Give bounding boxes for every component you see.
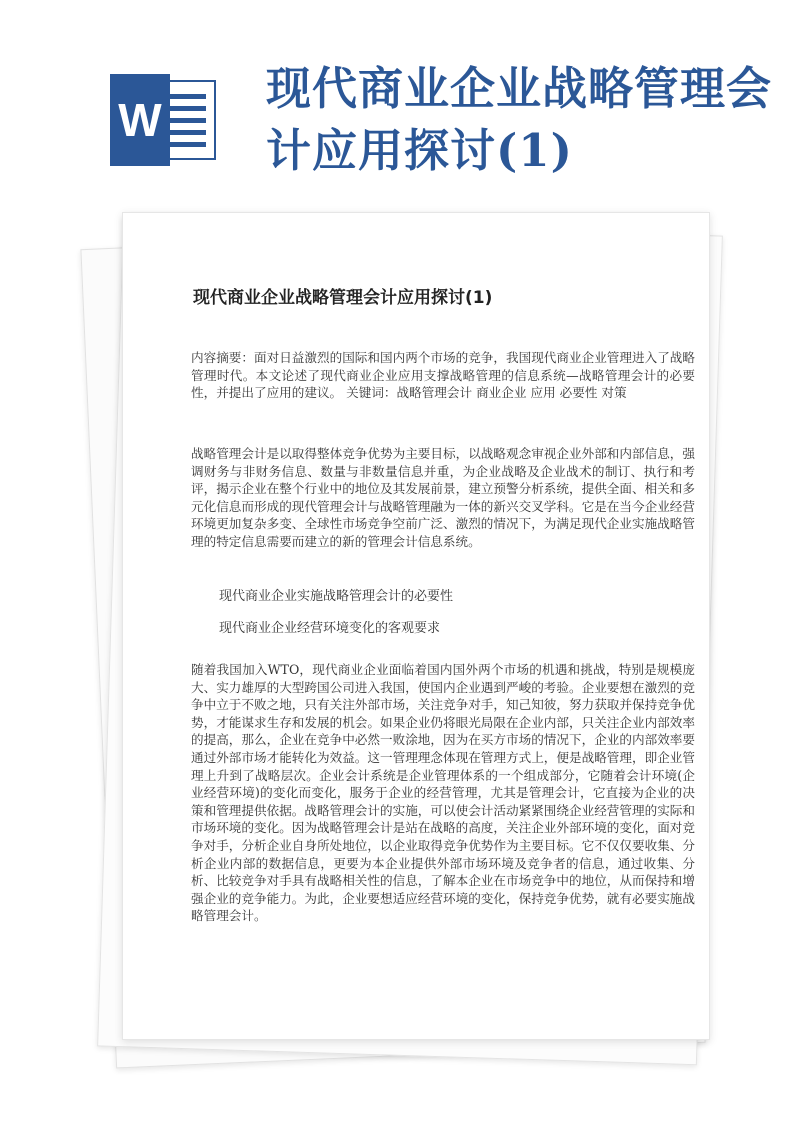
header [0, 0, 800, 210]
body-paragraph-2: 随着我国加入WTO，现代商业企业面临着国内国外两个市场的机遇和挑战，特别是规模庞大、实力雄厚的大型跨国公司进入我国，使国内企业遇到严峻的考验。企业要想在激烈的竞争中立于不败之地，只有关注外部市场，关注竞争对手，知己知彼，努力获取并保持竞争优势，才能谋求生存和发展的机会。如果企业仍将眼光局限在企业内部，只关注企业内部效率的提高，那么，企业在竞争中必然一败涂地，因为在买方市场的情况下，企业的内部效率要通过外部市场才能转化为效益。这一管理理念体现在管理方式上，便是战略管理，即企业管理上升到了战略层次。企业会计系统是企业管理体系的一个组成部分，它随着会计环境(企业经营环境)的变化而变化，服务于企业的经营管理，尤其是管理会计，它直接为企业的决策和管理提供依据。战略管理会计的实施，可以使会计活动紧紧围绕企业经营管理的实际和市场环境的变化。因为战略管理会计是站在战略的高度，关注企业外部环境的变化，面对竞争对手，分析企业自身所处地位，以企业取得竞争优势作为主要目标。它不仅仅要收集、分析企业内部的数据信息，更要为本企业提供外部市场环境及竞争者的信息，通过收集、分析、比较竞争对手具有战略相关性的信息，了解本企业在市场竞争中的地位，从而保持和增强企业的竞争能力。为此，企业要想适应经营环境的变化，保持竞争优势，就有必要实施战略管理会计。 [191, 662, 695, 924]
word-document-icon [110, 74, 216, 166]
section-heading-2: 现代商业企业经营环境变化的客观要求 [219, 621, 441, 636]
word-logo-letter: W [110, 74, 170, 166]
document-page [122, 212, 710, 1040]
section-heading-1: 现代商业企业实施战略管理会计的必要性 [219, 589, 454, 604]
page-title: 现代商业企业战略管理会计应用探讨(1) [266, 62, 773, 177]
body-paragraph-1: 战略管理会计是以取得整体竞争优势为主要目标，以战略观念审视企业外部和内部信息，强调财务与非财务信息、数量与非数量信息并重，为企业战略及企业战术的制订、执行和考评，揭示企业在整个行业中的地位及其发展前景，建立预警分析系统，提供全面、相关和多元化信息而形成的现代管理会计与战略管理融为一体的新兴交叉学科。它是在当今企业经营环境更加复杂多变、全球性市场竞争空前广泛、激烈的情况下，为满足现代企业实施战略管理的特定信息需要而建立的新的管理会计信息系统。 [191, 446, 695, 549]
document-title: 现代商业企业战略管理会计应用探讨(1) [193, 288, 493, 308]
abstract-paragraph: 内容摘要：面对日益激烈的国际和国内两个市场的竞争，我国现代商业企业管理进入了战略管理时代。本文论述了现代商业企业应用支撑战略管理的信息系统—战略管理会计的必要性，并提出了应用的建议。 关键词：战略管理会计 商业企业 应用 必要性 对策 [191, 350, 695, 401]
